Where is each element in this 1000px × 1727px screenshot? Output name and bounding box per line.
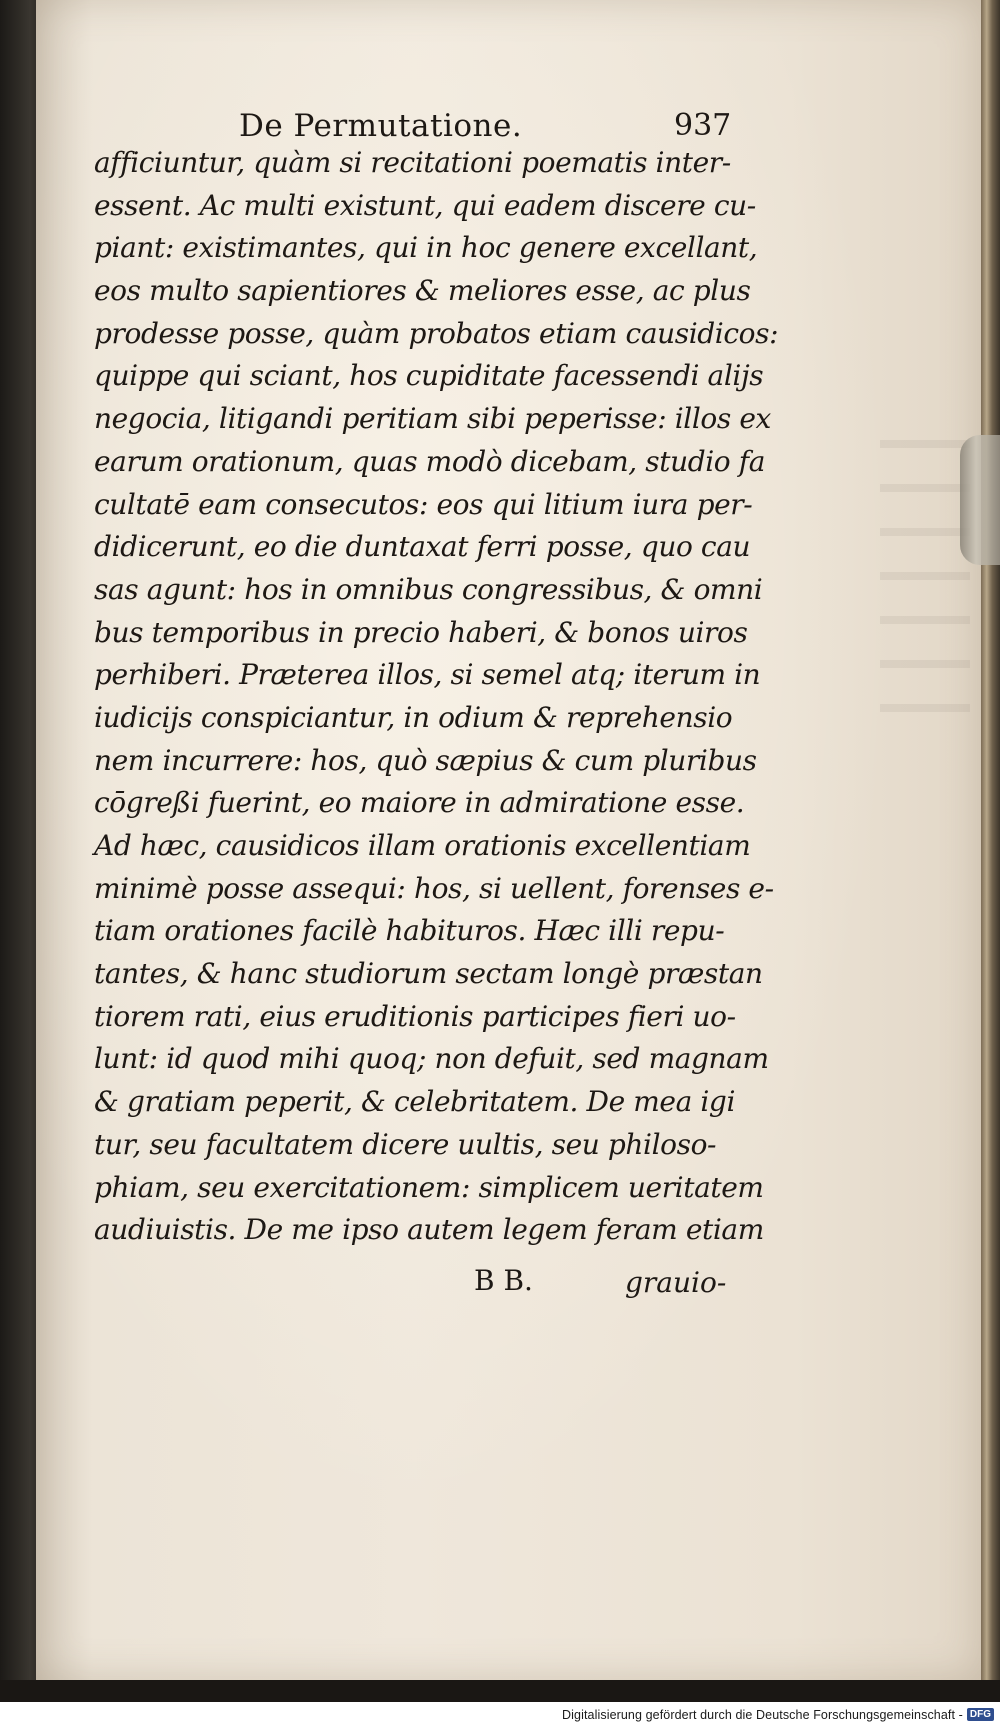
text-line: earum orationum, quas modò dicebam, studio fa	[94, 444, 766, 478]
text-line: tur, seu facultatem dicere uultis, seu philoso-	[94, 1127, 717, 1161]
running-title: De Permutatione.	[239, 108, 523, 144]
text-line: sas agunt: hos in omnibus congressibus, & omni	[94, 572, 763, 606]
text-line: essent. Ac multi existunt, qui eadem discere cu-	[94, 188, 756, 222]
text-line: piant: existimantes, qui in hoc genere excellant,	[94, 231, 758, 265]
scan-background	[0, 1680, 1000, 1702]
page-edge	[981, 0, 1000, 1680]
text-line: tantes, & hanc studiorum sectam longè præstan	[94, 957, 763, 991]
text-line: quippe qui sciant, hos cupiditate facessendi alijs	[94, 359, 764, 393]
body-text	[94, 142, 779, 1252]
text-block	[94, 100, 779, 1312]
dfg-logo: DFG	[967, 1708, 994, 1721]
text-line: tiorem rati, eius eruditionis participes fieri uo-	[94, 999, 736, 1033]
text-line: iudicijs conspiciantur, in odium & reprehensio	[94, 700, 733, 734]
text-line: audiuistis. De me ipso autem legem feram etiam	[94, 1213, 764, 1247]
text-line: phiam, seu exercitationem: simplicem ueritatem	[94, 1170, 764, 1204]
funding-footer	[0, 1702, 1000, 1727]
text-line: Ad hæc, causidicos illam orationis excellentiam	[94, 829, 751, 862]
book-page	[36, 0, 981, 1680]
text-line: negocia, litigandi peritiam sibi peperisse: illos ex	[94, 402, 771, 436]
text-line: perhiberi. Præterea illos, si semel atq; iterum in	[94, 658, 761, 692]
page-clip-tab	[960, 435, 1000, 565]
text-line: cultatē eam consecutos: eos qui litium iura per-	[94, 487, 753, 521]
catchline	[94, 1252, 754, 1312]
text-line: bus temporibus in precio haberi, & bonos uiros	[94, 615, 748, 649]
funding-credit-text: Digitalisierung gefördert durch die Deutsche Forschungsgemeinschaft -	[562, 1707, 963, 1722]
text-line: didicerunt, eo die duntaxat ferri posse, quo cau	[94, 530, 751, 564]
text-line: nem incurrere: hos, quò sæpius & cum pluribus	[94, 743, 757, 777]
running-head	[94, 100, 754, 142]
text-line: tiam orationes facilè habituros. Hæc illi repu-	[94, 914, 725, 948]
text-line: prodesse posse, quàm probatos etiam causidicos:	[94, 316, 779, 350]
text-line: cōgreßi fuerint, eo maiore in admiratione esse.	[94, 786, 745, 820]
folio-number: 937	[674, 108, 732, 143]
signature-mark: B B.	[474, 1263, 533, 1297]
text-line: eos multo sapientiores & meliores esse, ac plus	[94, 274, 751, 308]
text-line: lunt: id quod mihi quoq; non defuit, sed magnam	[94, 1042, 769, 1076]
catchword: grauio-	[625, 1265, 727, 1299]
facing-page-show-through	[880, 440, 970, 720]
text-line: afficiuntur, quàm si recitationi poematis inter-	[94, 146, 731, 179]
text-line: minimè posse assequi: hos, si uellent, forenses e-	[94, 871, 774, 905]
text-line: & gratiam peperit, & celebritatem. De mea igi	[94, 1085, 736, 1119]
